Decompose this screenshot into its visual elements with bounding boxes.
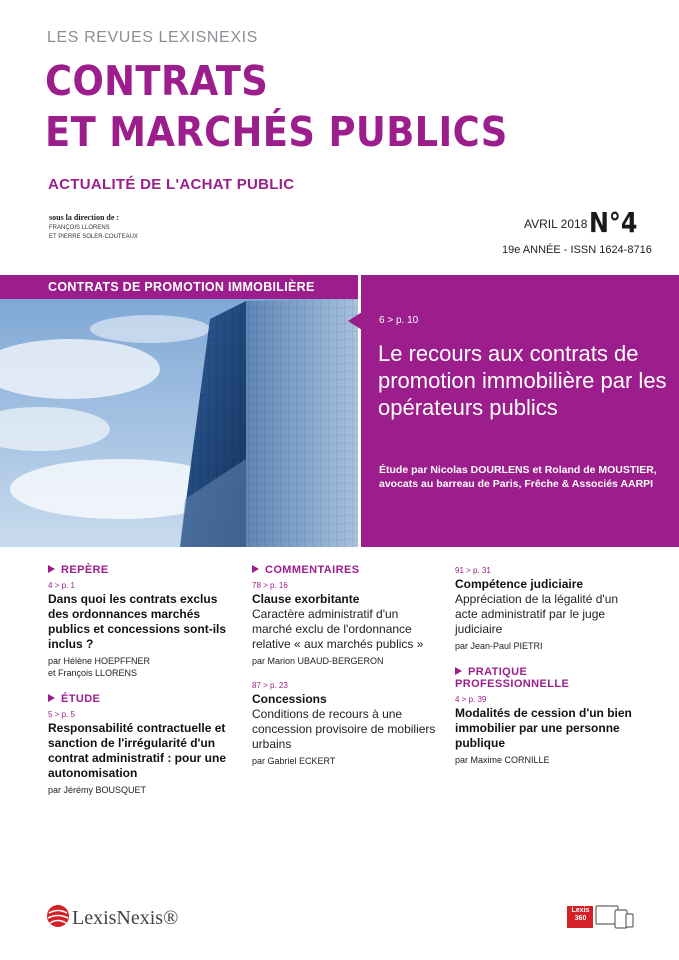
building-photo bbox=[0, 299, 358, 547]
section-label: ÉTUDE bbox=[61, 693, 101, 705]
article-subtitle: Appréciation de la légalité d'un acte administratif par le juge judiciaire bbox=[455, 592, 619, 636]
triangle-right-icon bbox=[48, 565, 55, 573]
article-entry bbox=[455, 566, 640, 652]
journal-title-line-2: ET MARCHÉS PUBLICS bbox=[45, 108, 508, 156]
article-entry bbox=[48, 710, 233, 796]
featured-article-title: Le recours aux contrats de promotion immobilière par les opérateurs publics bbox=[378, 341, 667, 420]
direction-name-2: ET PIERRE SOLER-COUTEAUX bbox=[49, 234, 138, 240]
featured-article-ref: 6 > p. 10 bbox=[379, 315, 419, 326]
section-header-pratique bbox=[455, 666, 640, 690]
article-title: Concessions bbox=[252, 692, 327, 706]
direction-label: sous la direction de : bbox=[49, 213, 120, 222]
section-label: COMMENTAIRES bbox=[265, 564, 360, 576]
article-entry bbox=[252, 581, 437, 667]
article-author: par Jean-Paul PIETRI bbox=[455, 641, 543, 651]
article-title: Compétence judiciaire bbox=[455, 577, 584, 591]
article-subtitle: Caractère administratif d'un marché exclu de l'ordonnance relative « aux marchés publics » bbox=[252, 607, 424, 651]
article-title: Clause exorbitante bbox=[252, 592, 360, 606]
issue-year: 19e ANNÉE - ISSN 1624-8716 bbox=[502, 244, 652, 256]
article-author: par Jérémy BOUSQUET bbox=[48, 785, 147, 795]
article-entry bbox=[455, 695, 640, 766]
article-ref: 5 > p. 5 bbox=[48, 710, 75, 719]
article-ref: 91 > p. 31 bbox=[455, 566, 491, 575]
article-ref: 4 > p. 1 bbox=[48, 581, 75, 590]
section-label-line-1: PRATIQUE bbox=[468, 666, 528, 678]
triangle-right-icon bbox=[455, 667, 462, 675]
featured-study-line-2: avocats au barreau de Paris, Frêche & Associés AARPI bbox=[379, 478, 654, 490]
journal-title-line-1: CONTRATS bbox=[45, 57, 269, 105]
article-author bbox=[48, 655, 233, 679]
direction-names bbox=[49, 224, 138, 242]
lexis360-badge-text: Lexis 360 bbox=[571, 907, 590, 922]
column-1 bbox=[48, 564, 233, 810]
publisher-logo-text: LexisNexis® bbox=[72, 907, 179, 929]
section-header-etude bbox=[48, 693, 233, 705]
article-ref: 4 > p. 39 bbox=[455, 695, 487, 704]
article-entry bbox=[48, 581, 233, 679]
featured-study-line-1: Étude par Nicolas DOURLENS et Roland de MOUSTIER, bbox=[379, 464, 657, 476]
issue-number: N°4 bbox=[589, 206, 638, 239]
article-ref: 78 > p. 16 bbox=[252, 581, 288, 590]
publisher-name: LES REVUES LEXISNEXIS bbox=[47, 29, 258, 46]
article-ref: 87 > p. 23 bbox=[252, 681, 288, 690]
triangle-right-icon bbox=[48, 694, 55, 702]
direction-name-1: FRANÇOIS LLORENS bbox=[49, 225, 110, 231]
column-2 bbox=[252, 564, 437, 781]
devices-icon bbox=[595, 903, 635, 936]
article-title: Modalités de cession d'un bien immobilier par une personne publique bbox=[455, 706, 632, 750]
article-author: par Gabriel ECKERT bbox=[252, 756, 336, 766]
article-title: Dans quoi les contrats exclus des ordonnances marchés publics et concessions sont-ils inclus ? bbox=[48, 592, 227, 651]
article-title: Responsabilité contractuelle et sanction de l'irrégularité d'un contrat administratif : pour une autonomisation bbox=[48, 721, 227, 780]
column-3 bbox=[455, 564, 640, 780]
lexisnexis-globe-icon bbox=[46, 904, 70, 933]
section-label-line-2: PROFESSIONNELLE bbox=[455, 678, 570, 690]
journal-subtitle: ACTUALITÉ DE L'ACHAT PUBLIC bbox=[48, 176, 295, 193]
article-author: par Marion UBAUD-BERGERON bbox=[252, 656, 384, 666]
article-author: par Maxime CORNILLE bbox=[455, 755, 550, 765]
article-author-line-1: par Hélène HOEPFFNER bbox=[48, 656, 151, 666]
featured-article-authors bbox=[379, 463, 669, 491]
section-label: REPÈRE bbox=[61, 564, 109, 576]
hero-band-label: CONTRATS DE PROMOTION IMMOBILIÈRE bbox=[48, 280, 315, 294]
article-subtitle: Conditions de recours à une concession provisoire de mobiliers urbains bbox=[252, 707, 436, 751]
section-header-repere bbox=[48, 564, 233, 576]
article-author-line-2: et François LLORENS bbox=[48, 668, 138, 678]
triangle-right-icon bbox=[252, 565, 259, 573]
panel-notch bbox=[348, 312, 362, 330]
section-header-commentaires bbox=[252, 564, 437, 576]
article-entry bbox=[252, 681, 437, 767]
issue-date: AVRIL 2018 - bbox=[524, 217, 595, 231]
